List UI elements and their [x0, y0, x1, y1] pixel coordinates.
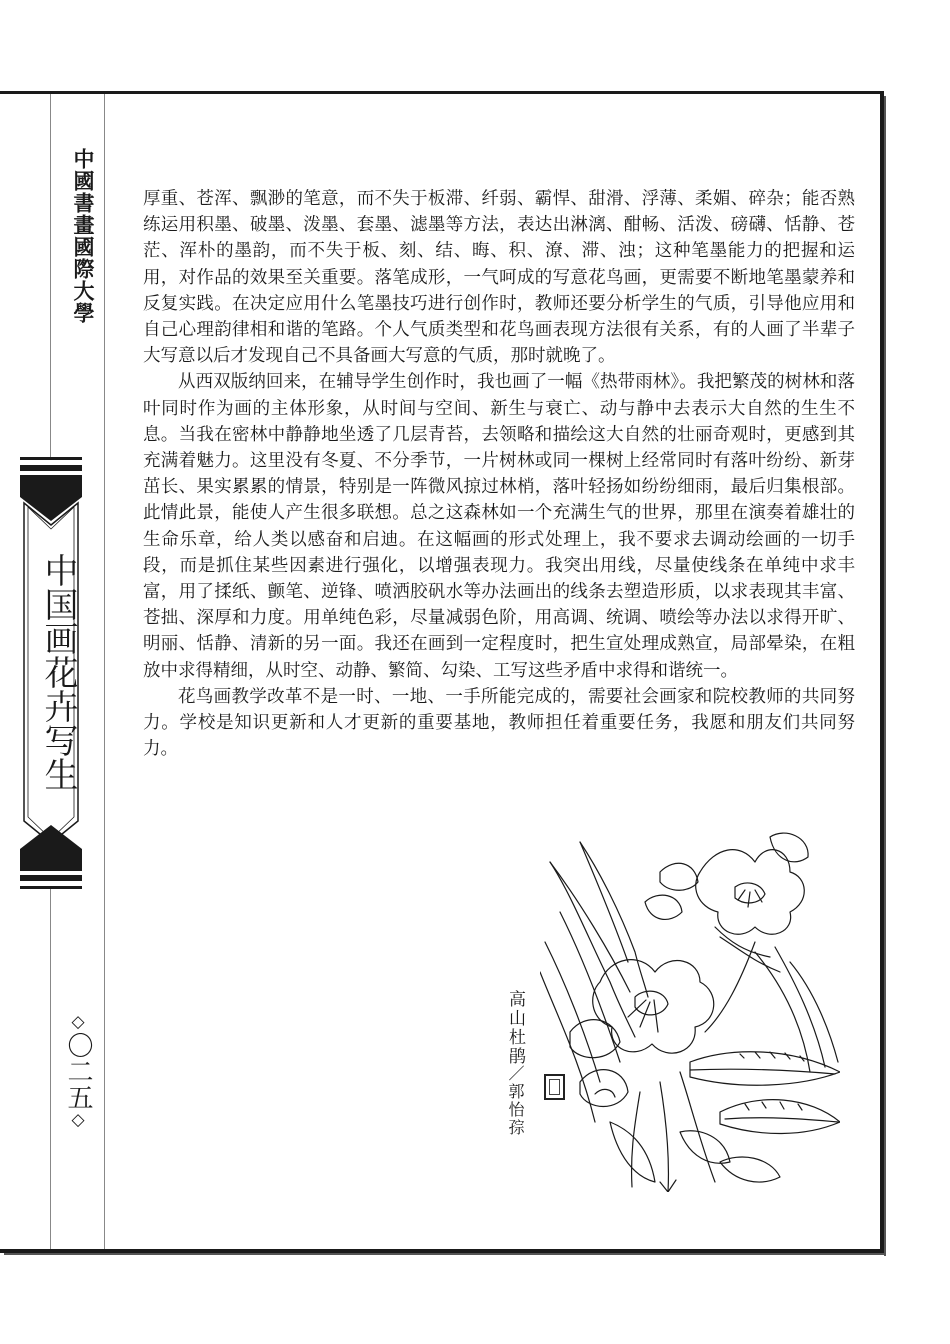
- diamond-ornament-top: ◇: [68, 1012, 88, 1032]
- page-number: [58, 1012, 96, 1130]
- paragraph-3: 花鸟画教学改革不是一时、一地、一手所能完成的，需要社会画家和院校教师的共同努力。学校是知识更新和人才更新的重要基地，教师担任着重要任务，我愿和朋友们共同努力。: [143, 686, 855, 760]
- university-name: 中國書畫國際大學: [71, 148, 95, 324]
- paragraph-2: 从西双版纳回来，在辅导学生创作时，我也画了一幅《热带雨林》。我把繁茂的树林和落叶同时作为画的主体形象，从时间与空间、新生与衰亡、动与静中去表示大自然的生生不息。当我在密林中静静地坐透了几层青苔，去领略和描绘这大自然的壮丽奇观时，更感到其充满着魅力。这里没有冬夏、不分季节，一片树林或同一棵树上经常同时有落叶纷纷、新芽茁长、果实累累的情景，特别是一阵微风掠过林梢，落叶轻扬如纷纷细雨，最后归集根部。此情此景，能使人产生很多联想。总之这森林如一个充满生气的世界，那里在演奏着雄壮的生命乐章，给人类以感奋和启迪。在这幅画的形式处理上，我不要求去调动绘画的一切手段，而是抓住某些因素进行强化，以增强表现力。我突出用线，尽量使线条在单纯中求丰富，用了揉纸、颤笔、逆锋、喷洒胶矾水等办法画出的线条去塑造形质，以求表现其丰富、苍拙、深厚和力度。用单纯色彩，尽量减弱色阶，用高调、统调、喷绘等办法以求得开旷、明丽、恬静、清新的另一面。我还在画到一定程度时，把生宣处理成熟宣，局部晕染，在粗放中求得精细，从时空、动静、繁简、勾染、工写这些矛盾中求得和谐统一。: [143, 372, 855, 681]
- artwork-title: 高山杜鹃: [505, 990, 525, 1066]
- page-frame-top: [0, 91, 884, 94]
- page-frame-right-shadow: [884, 96, 886, 1256]
- diamond-ornament-bottom: ◇: [68, 1110, 88, 1130]
- page-number-text: 〇二五: [63, 1032, 93, 1110]
- page-frame-bottom-shadow: [4, 1253, 886, 1255]
- artist-seal: [544, 1074, 565, 1100]
- body-text: [143, 186, 855, 762]
- sidebar-rule-right: [104, 94, 105, 1249]
- paragraph-1: 厚重、苍浑、飘渺的笔意，而不失于板滞、纤弱、霸悍、甜滑、浮薄、柔媚、碎杂；能否熟练运用积墨、破墨、泼墨、套墨、滤墨等方法，表达出淋漓、酣畅、活泼、磅礴、恬静、苍茫、浑朴的墨韵，而不失于板、刻、结、晦、积、潦、滞、浊；这种笔墨能力的把握和运用，对作品的效果至关重要。落笔成形，一气呵成的写意花鸟画，更需要不断地笔墨蒙养和反复实践。在决定应用什么笔墨技巧进行创作时，教师还要分析学生的气质，引导他应用和自己心理韵律相和谐的笔路。个人气质类型和花鸟画表现方法很有关系，有的人画了半辈子大写意以后才发现自己不具备画大写意的气质，那时就晚了。: [143, 189, 855, 367]
- rhododendron-line-drawing: [540, 832, 840, 1192]
- book-title: 中国画花卉写生: [38, 553, 78, 791]
- artist-seal-inner: [549, 1079, 560, 1095]
- artwork-artist: ／郭怡孮: [506, 1065, 525, 1137]
